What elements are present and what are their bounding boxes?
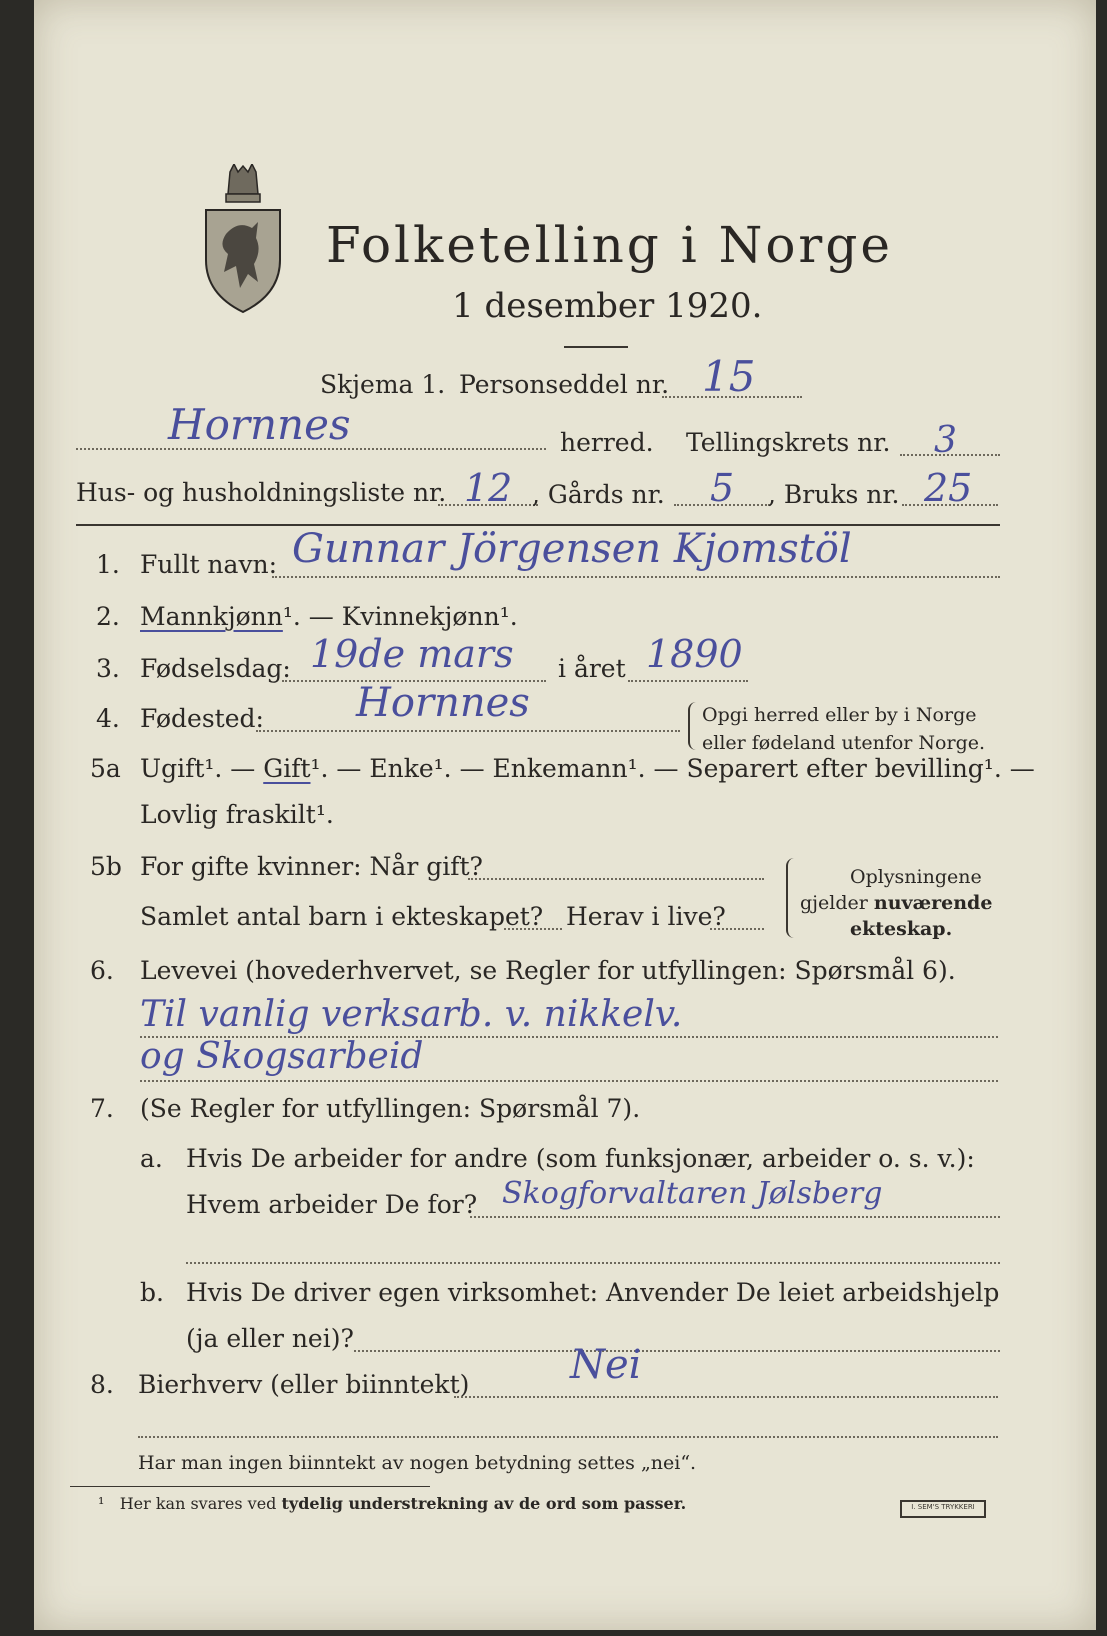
q6-value-line1[interactable]: Til vanlig verksarb. v. nikkelv. — [140, 994, 683, 1035]
herred-value[interactable]: Hornnes — [168, 400, 351, 449]
q1-line — [272, 576, 1000, 578]
gards-value[interactable]: 5 — [710, 466, 735, 510]
q2-end: ¹. — [499, 602, 518, 631]
q1-number: 1. — [96, 550, 120, 579]
q5b-note-line3: ekteskap. — [850, 918, 953, 940]
q7a-line2: Hvem arbeider De for? — [186, 1190, 478, 1219]
q3-year-label: i året — [558, 654, 626, 683]
q1-label: Fullt navn: — [140, 550, 278, 579]
personseddel-label: Personseddel nr. — [459, 370, 670, 399]
footnote-rule — [70, 1486, 430, 1487]
tellingskrets-label: Tellingskrets nr. — [686, 428, 891, 457]
q2-female-option[interactable]: Kvinnekjønn — [341, 602, 500, 631]
q5b-children-label: Samlet antal barn i ekteskapet? — [140, 902, 544, 931]
q8-extra-line — [138, 1436, 998, 1438]
q3-label: Fødselsdag: — [140, 654, 291, 683]
q6-line2 — [140, 1080, 998, 1082]
herred-label: herred. — [560, 428, 654, 457]
q8-line — [454, 1396, 998, 1398]
q7b-line1: Hvis De driver egen virksomhet: Anvender De leiet arbeidshjelp — [186, 1278, 1000, 1307]
q5b-note-brace — [786, 858, 798, 938]
q4-number: 4. — [96, 704, 120, 733]
tellingskrets-value[interactable]: 3 — [934, 420, 957, 461]
q2-number: 2. — [96, 602, 120, 631]
q8-value[interactable]: Nei — [570, 1342, 642, 1388]
q5a-line2: Lovlig fraskilt¹. — [140, 800, 334, 829]
q6-number: 6. — [90, 956, 114, 985]
q3-number: 3. — [96, 654, 120, 683]
footer-note: Har man ingen biinntekt av nogen betydning settes „nei“. — [138, 1452, 697, 1474]
q3-year-value[interactable]: 1890 — [646, 632, 743, 676]
q7-number: 7. — [90, 1094, 114, 1123]
footnote — [98, 1494, 686, 1513]
hus-value[interactable]: 12 — [464, 466, 513, 510]
q4-note-line1: Opgi herred eller by i Norge — [702, 704, 977, 726]
footnote-text: Her kan svares ved — [119, 1494, 282, 1513]
q5b-married-line — [468, 878, 764, 880]
q8-number: 8. — [90, 1370, 114, 1399]
q7a-value[interactable]: Skogforvaltaren Jølsberg — [502, 1176, 883, 1211]
q3-year-line — [628, 680, 748, 682]
q5b-note-line2 — [800, 892, 992, 914]
q7a-line — [470, 1216, 1000, 1218]
footnote-emphasis: tydelig understrekning av de ord som passer. — [281, 1494, 687, 1513]
q4-line — [256, 730, 680, 732]
q4-value[interactable]: Hornnes — [356, 680, 530, 726]
q5b-note-line1: Oplysningene — [850, 866, 982, 888]
q5b-children-line — [504, 928, 562, 930]
q5b-alive-label: Herav i live? — [566, 902, 726, 931]
q6-label: Levevei (hovederhvervet, se Regler for utfyllingen: Spørsmål 6). — [140, 956, 956, 985]
q1-value[interactable]: Gunnar Jörgensen Kjomstöl — [292, 526, 852, 572]
form-title: Folketelling i Norge — [326, 216, 893, 274]
printer-stamp: I. SEM'S TRYKKERI — [900, 1500, 986, 1518]
personseddel-value[interactable]: 15 — [702, 352, 756, 401]
q5b-number: 5b — [90, 852, 122, 881]
bruks-value[interactable]: 25 — [924, 466, 973, 510]
q2-separator: ¹. — — [282, 602, 342, 631]
q5a-other-options: ¹. — Enke¹. — Enkemann¹. — Separert efter bevilling¹. — — [310, 754, 1035, 783]
census-date: 1 desember 1920. — [452, 286, 763, 326]
norwegian-coat-of-arms-icon — [200, 164, 286, 314]
q2-male-option[interactable]: Mannkjønn — [140, 602, 283, 631]
bruks-label: , Bruks nr. — [768, 480, 900, 509]
q5b-alive-line — [710, 928, 764, 930]
q5a-gift-option[interactable]: Gift — [263, 754, 311, 783]
q3-value[interactable]: 19de mars — [310, 632, 514, 676]
q5b-note-gjelder: gjelder — [800, 892, 868, 914]
q7b-letter: b. — [140, 1278, 164, 1307]
q2-options — [140, 602, 518, 631]
q5b-note-nuvaerende: nuværende — [873, 892, 993, 914]
q7b-line — [354, 1350, 1000, 1352]
hus-label: Hus- og husholdningsliste nr. — [76, 478, 447, 507]
q5a-line1 — [140, 754, 1035, 783]
q7a-line1: Hvis De arbeider for andre (som funksjonær, arbeider o. s. v.): — [186, 1144, 975, 1173]
q7a-letter: a. — [140, 1144, 163, 1173]
q5b-line1: For gifte kvinner: Når gift? — [140, 852, 483, 881]
census-form-page — [34, 0, 1096, 1630]
q5a-number: 5a — [90, 754, 121, 783]
gards-label: , Gårds nr. — [532, 480, 665, 509]
q5a-ugift: Ugift¹. — — [140, 754, 264, 783]
q7b-line2: (ja eller nei)? — [186, 1324, 354, 1353]
q4-note-brace — [688, 702, 698, 750]
q7a-extra-line — [186, 1262, 1000, 1264]
q8-label: Bierhverv (eller biinntekt) — [138, 1370, 470, 1399]
footnote-number: ¹ — [98, 1494, 105, 1513]
q4-note-line2: eller fødeland utenfor Norge. — [702, 732, 986, 754]
title-divider — [564, 346, 628, 348]
q6-value-line2[interactable]: og Skogsarbeid — [140, 1036, 424, 1077]
q7-label: (Se Regler for utfyllingen: Spørsmål 7). — [140, 1094, 641, 1123]
skjema-label: Skjema 1. — [320, 370, 446, 399]
q4-label: Fødested: — [140, 704, 264, 733]
